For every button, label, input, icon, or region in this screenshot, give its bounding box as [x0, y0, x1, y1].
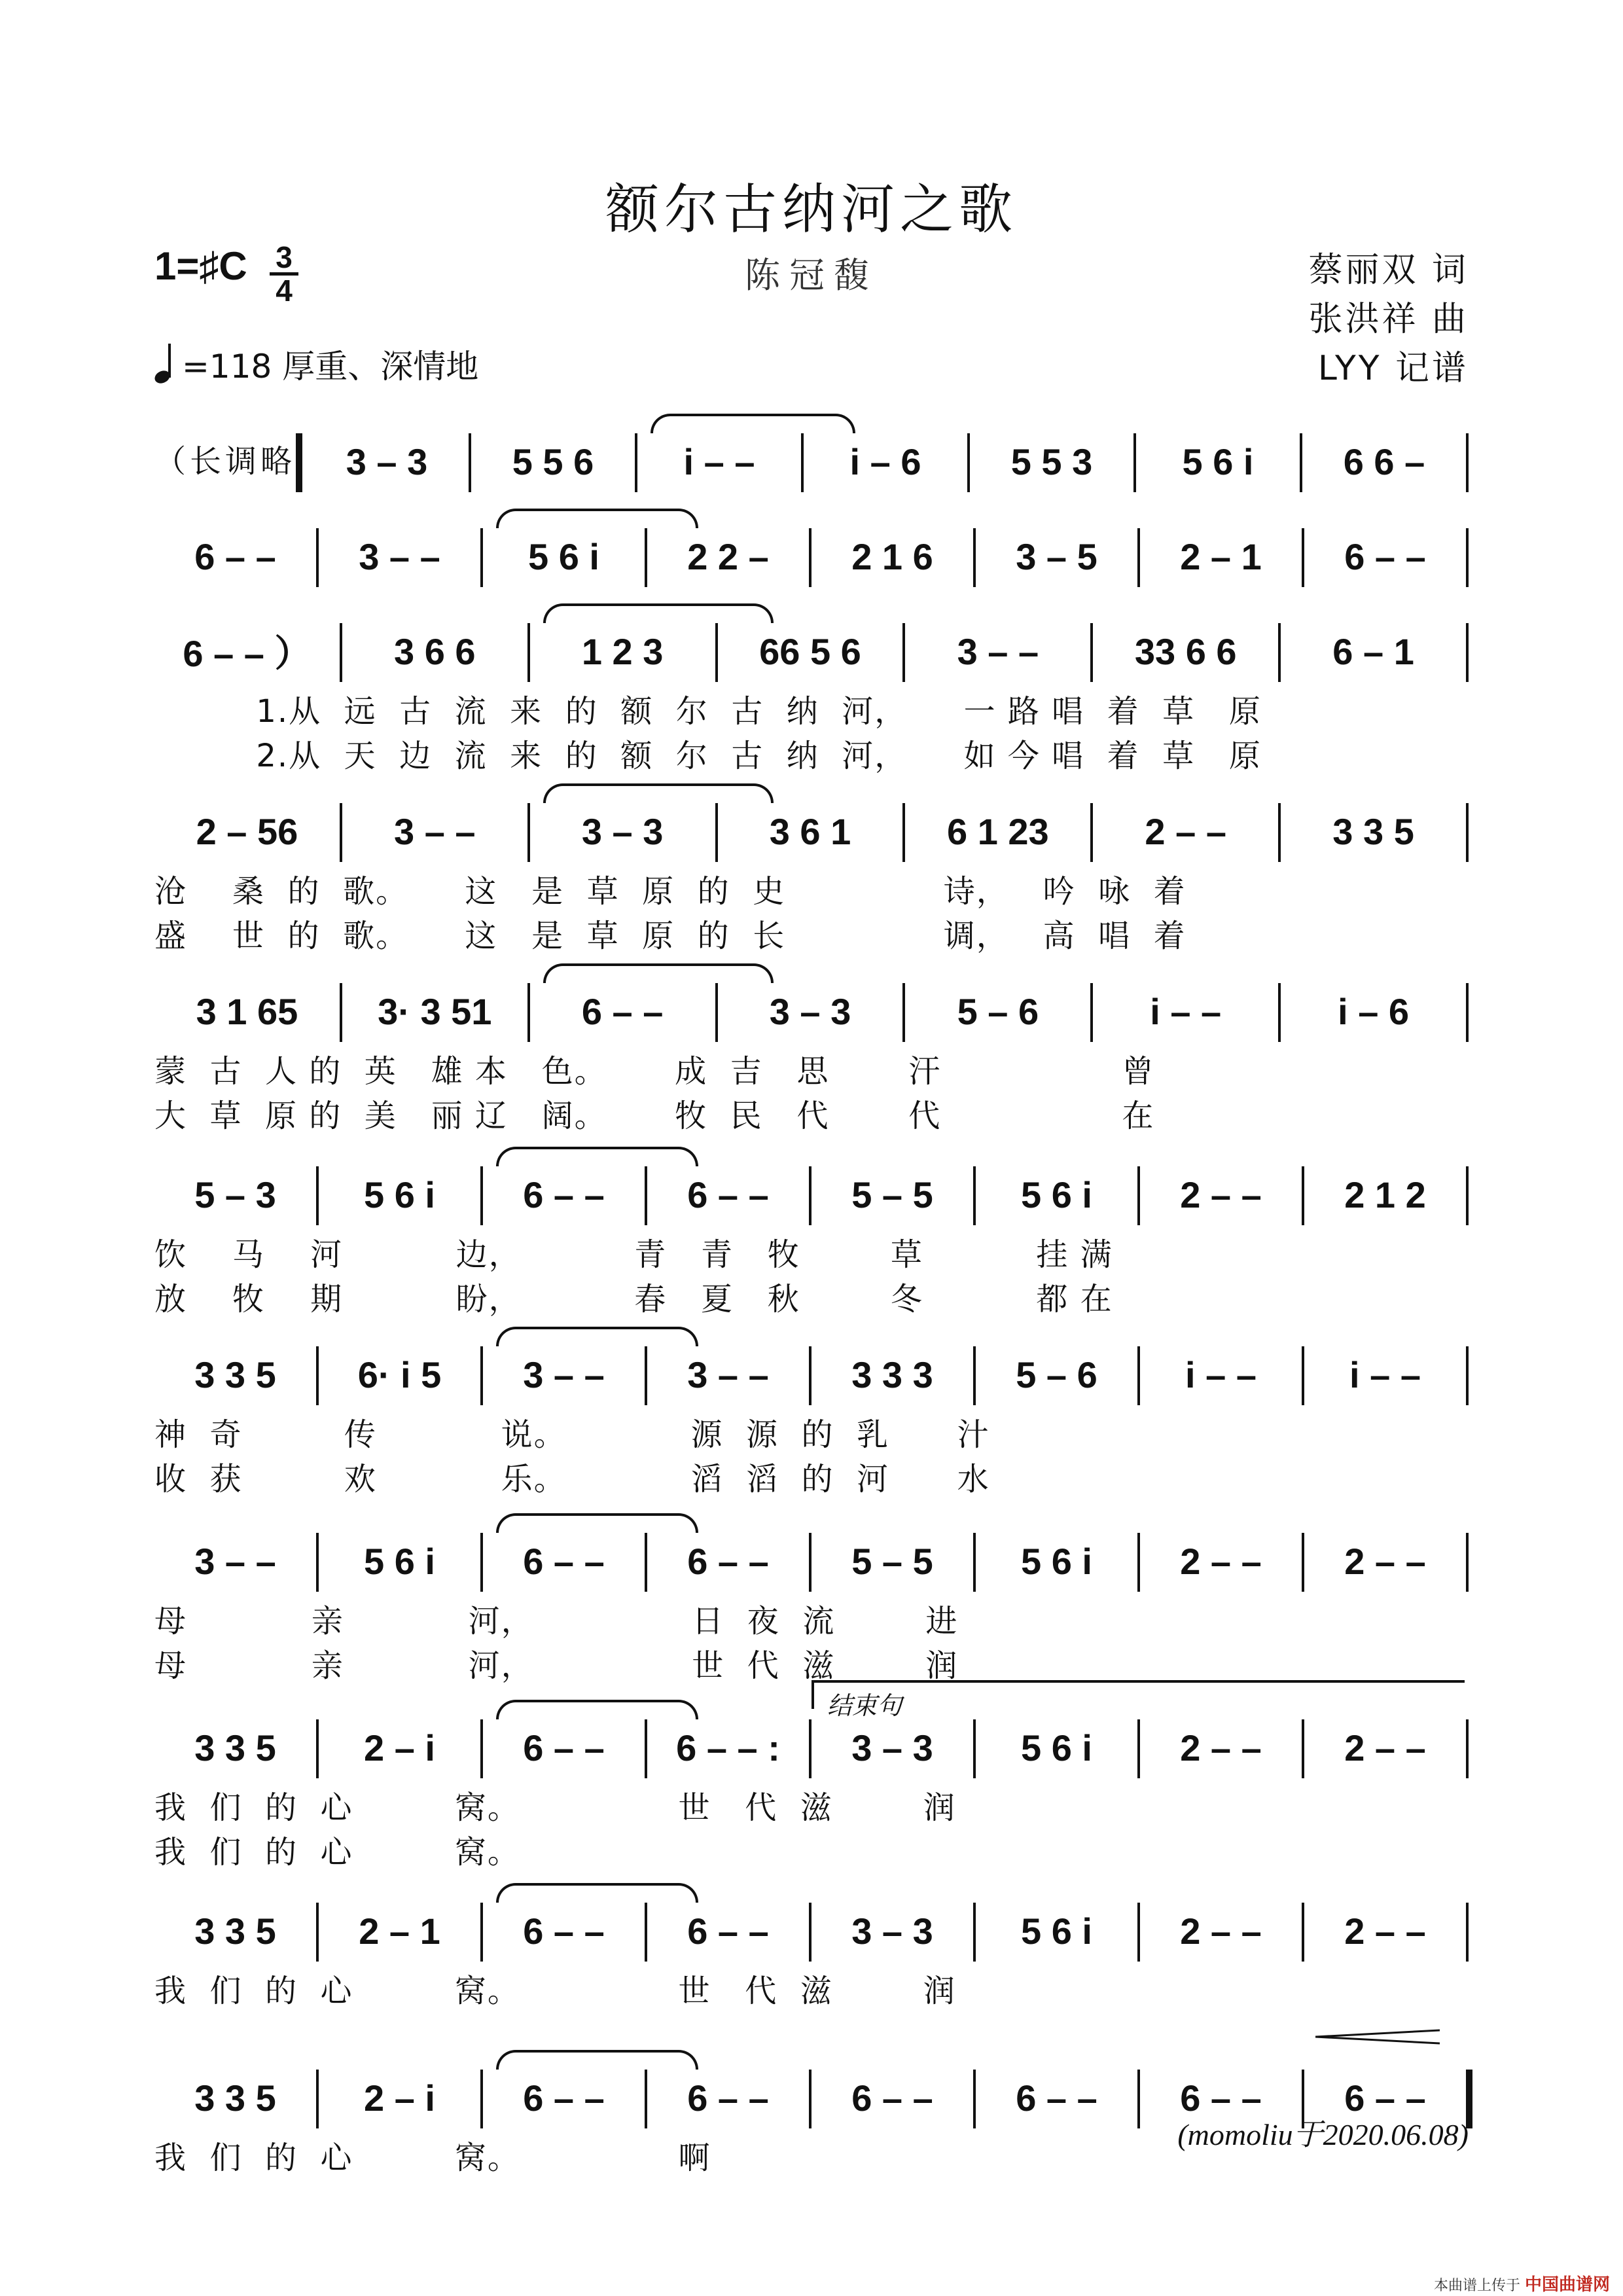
measure: 3 – 5: [1016, 535, 1097, 577]
time-signature: [270, 240, 298, 308]
measure: 2 – –: [1180, 1540, 1262, 1582]
footer-prefix: 本曲谱上传于: [1433, 2278, 1520, 2294]
measure: 5 – 6: [1016, 1354, 1097, 1395]
lyric-line: 蒙 古 人 的 英 雄 本 色。 成 吉 思 汗 曾: [154, 1053, 1155, 1090]
measure: 2 – –: [1344, 1540, 1426, 1582]
measure: 66 5 6: [759, 630, 861, 672]
repeat-start-barline: [296, 433, 302, 492]
meter-top: 3: [276, 240, 293, 274]
score-system: [154, 795, 1469, 867]
measure: 2 – 56: [196, 810, 298, 852]
measure: 3 3 5: [194, 1727, 276, 1768]
score-system: [154, 520, 1469, 592]
measure: 5 6 i: [1021, 1174, 1092, 1215]
measure: i – 6: [849, 440, 921, 482]
measure: 1 2 3: [581, 630, 664, 672]
measure: 6 – –: [1016, 2077, 1097, 2119]
slur: [543, 963, 774, 983]
measure: 2 – 1: [1180, 535, 1262, 577]
lyric-line: 神 奇 传 说。 源 源 的 乳 汁: [154, 1416, 990, 1453]
score-system: [154, 425, 1469, 497]
score-system: [154, 615, 1469, 687]
lyric-line: 收 获 欢 乐。 滔 滔 的 河 水: [154, 1461, 990, 1498]
measure: 5 6 i: [528, 535, 599, 577]
measure: 5 6 i: [1021, 1727, 1092, 1768]
system-end-barline: [1466, 1719, 1469, 1778]
measure: 3 – 3: [346, 440, 428, 482]
slur: [496, 509, 698, 528]
measure: 3 1 65: [196, 990, 298, 1032]
measure: 6 – –: [687, 2077, 769, 2119]
measure: 3 – 3: [581, 810, 664, 852]
transcriber-credit: LYY 记谱: [1317, 349, 1469, 388]
system-end-barline: [1466, 1903, 1469, 1962]
measure: 5 – 3: [194, 1174, 276, 1215]
measure: 2 – –: [1180, 1174, 1262, 1215]
measure: 5 6 i: [1021, 1540, 1092, 1582]
measure: 2 – –: [1145, 810, 1226, 852]
lyric-line: 母 亲 河， 日 夜 流 进: [154, 1603, 959, 1640]
lyric-line: 盛 世 的 歌。 这 是 草 原 的 长 调， 高 唱 着: [154, 918, 1186, 954]
measure: 3 – –: [957, 630, 1039, 672]
composer-credit: 张洪祥 曲: [1308, 300, 1469, 339]
lyricist-credit: 蔡丽双 词: [1308, 251, 1469, 290]
measure: 6 – –: [851, 2077, 933, 2119]
measure: 2 – –: [1344, 1910, 1426, 1952]
measure: 3 – 3: [851, 1910, 933, 1952]
measure: i – –: [1150, 990, 1222, 1032]
lyric-line: 我 们 的 心 窝。: [154, 1834, 520, 1871]
measure: 2 – i: [364, 2077, 435, 2119]
measure: 3 – –: [687, 1354, 769, 1395]
meter-bottom: 4: [276, 274, 293, 308]
measure: 2 – i: [364, 1727, 435, 1768]
lyric-line: 沧 桑 的 歌。 这 是 草 原 的 史 诗， 吟 咏 着: [154, 873, 1186, 910]
measure: 6 – –: [523, 1910, 605, 1952]
quarter-note-icon: [154, 341, 174, 383]
measure: 5 5 6: [512, 440, 594, 482]
slur: [543, 603, 774, 623]
slur: [496, 2050, 698, 2070]
measure: 3 – –: [359, 535, 440, 577]
measure: 6 – –: [1344, 535, 1426, 577]
measure: 6· i 5: [357, 1354, 442, 1395]
score-system: [154, 1895, 1469, 1967]
score-system: [154, 1338, 1469, 1410]
song-title: 额尔古纳河之歌: [605, 179, 1018, 241]
measure: 5 6 i: [364, 1540, 435, 1582]
measure: 2 1 2: [1344, 1174, 1426, 1215]
slur: [496, 1327, 698, 1346]
measure: 6 – – ）: [183, 633, 312, 674]
measure: 3 3 5: [194, 1910, 276, 1952]
measure: 5 – 5: [851, 1174, 933, 1215]
system-end-barline: [1466, 983, 1469, 1042]
measure: 3 3 5: [1332, 810, 1414, 852]
lyric-line: 放 牧 期 盼， 春 夏 秋 冬 都 在: [154, 1281, 1113, 1318]
measure: 6 6 –: [1343, 440, 1425, 482]
lyric-line: 母 亲 河， 世 代 滋 润: [154, 1647, 959, 1684]
measure: 6 – –: [523, 1540, 605, 1582]
lyric-line: 我 们 的 心 窝。 啊: [154, 2140, 711, 2176]
system-end-barline: [1466, 528, 1469, 587]
measure: 2 – –: [1344, 1727, 1426, 1768]
lyric-line: 我 们 的 心 窝。 世 代 滋 润: [154, 1789, 956, 1826]
measure: 2 – –: [1180, 1910, 1262, 1952]
measure: 3 3 5: [194, 1354, 276, 1395]
lyric-line: 2.从 天 边 流 来 的 额 尔 古 纳 河， 如 今 唱 着 草 原: [154, 738, 1262, 774]
measure: 3 – 3: [851, 1727, 933, 1768]
measure: 5 6 i: [364, 1174, 435, 1215]
system-end-barline: [1466, 433, 1469, 492]
measure: 5 6 i: [1021, 1910, 1092, 1952]
ending-label: 结束句: [827, 1691, 902, 1720]
measure: 33 6 6: [1134, 630, 1237, 672]
tempo-text: =118 厚重、深情地: [182, 348, 479, 386]
system-end-barline: [1466, 1346, 1469, 1405]
measure: 3· 3 51: [378, 990, 492, 1032]
measure: 2 1 6: [851, 535, 933, 577]
slur: [496, 1147, 698, 1166]
measure: 6 – –: [687, 1174, 769, 1215]
measure: 3 – –: [523, 1354, 605, 1395]
system-end-barline: [1466, 623, 1469, 682]
measure: 3 6 1: [769, 810, 851, 852]
measure: 6 1 23: [946, 810, 1049, 852]
lyric-line: 饮 马 河 边， 青 青 牧 草 挂 满: [154, 1236, 1113, 1273]
score-system: [154, 1158, 1469, 1230]
intro-prefix: （长调略: [154, 443, 296, 480]
measure: i – 6: [1338, 990, 1410, 1032]
lyric-line: 1.从 远 古 流 来 的 额 尔 古 纳 河， 一 路 唱 着 草 原: [154, 693, 1262, 730]
measure: i – –: [683, 440, 755, 482]
ending-bracket: [812, 1680, 1465, 1720]
measure: 6 – –: [1180, 2077, 1262, 2119]
score-system: [154, 975, 1469, 1047]
system-end-barline: [1466, 803, 1469, 862]
measure: 5 5 3: [1010, 440, 1093, 482]
measure: 3 – –: [194, 1540, 276, 1582]
transcriber-signature: (momoliu于2020.06.08): [1177, 2118, 1469, 2151]
measure: 6 – – :: [676, 1727, 780, 1768]
lyric-line: 大 草 原 的 美 丽 辽 阔。 牧 民 代 代 在: [154, 1098, 1155, 1134]
slur: [496, 1513, 698, 1533]
measure: 3 6 6: [393, 630, 476, 672]
measure: i – –: [1185, 1354, 1257, 1395]
measure: 6 – –: [581, 990, 664, 1032]
footer-watermark: [1434, 2271, 1610, 2295]
measure: 2 2 –: [687, 535, 769, 577]
measure: 6 – –: [687, 1910, 769, 1952]
measure: 3 – 3: [769, 990, 851, 1032]
measure: 3 – –: [393, 810, 476, 852]
measure: 2 – 1: [359, 1910, 440, 1952]
measure: 5 – 5: [851, 1540, 933, 1582]
measure: 6 – 1: [1332, 630, 1414, 672]
measure: 2 – –: [1180, 1727, 1262, 1768]
measure: 6 – –: [523, 2077, 605, 2119]
measure: 6 – –: [194, 535, 276, 577]
footer-site: 中国曲谱网: [1524, 2275, 1610, 2295]
score-system: [154, 1525, 1469, 1597]
lyric-line: 我 们 的 心 窝。 世 代 滋 润: [154, 1973, 956, 2009]
singer-name: 陈冠馥: [745, 255, 878, 296]
measure: 5 6 i: [1182, 440, 1254, 482]
system-end-barline: [1466, 1533, 1469, 1592]
measure: 5 – 6: [957, 990, 1039, 1032]
slur: [496, 1883, 698, 1903]
decrescendo-mark: [1315, 2029, 1440, 2045]
measure: 6 – –: [1344, 2077, 1426, 2119]
system-end-barline: [1466, 1166, 1469, 1225]
measure: 3 3 3: [851, 1354, 933, 1395]
slur: [651, 414, 855, 433]
measure: 3 3 5: [194, 2077, 276, 2119]
key-signature: 1=♯C: [154, 244, 247, 288]
slur: [543, 783, 774, 803]
measure: 6 – –: [687, 1540, 769, 1582]
measure: i – –: [1349, 1354, 1421, 1395]
measure: 6 – –: [523, 1727, 605, 1768]
slur: [496, 1700, 698, 1719]
tempo-marking: [154, 340, 478, 387]
measure: 6 – –: [523, 1174, 605, 1215]
score-system: [154, 1691, 1469, 1784]
